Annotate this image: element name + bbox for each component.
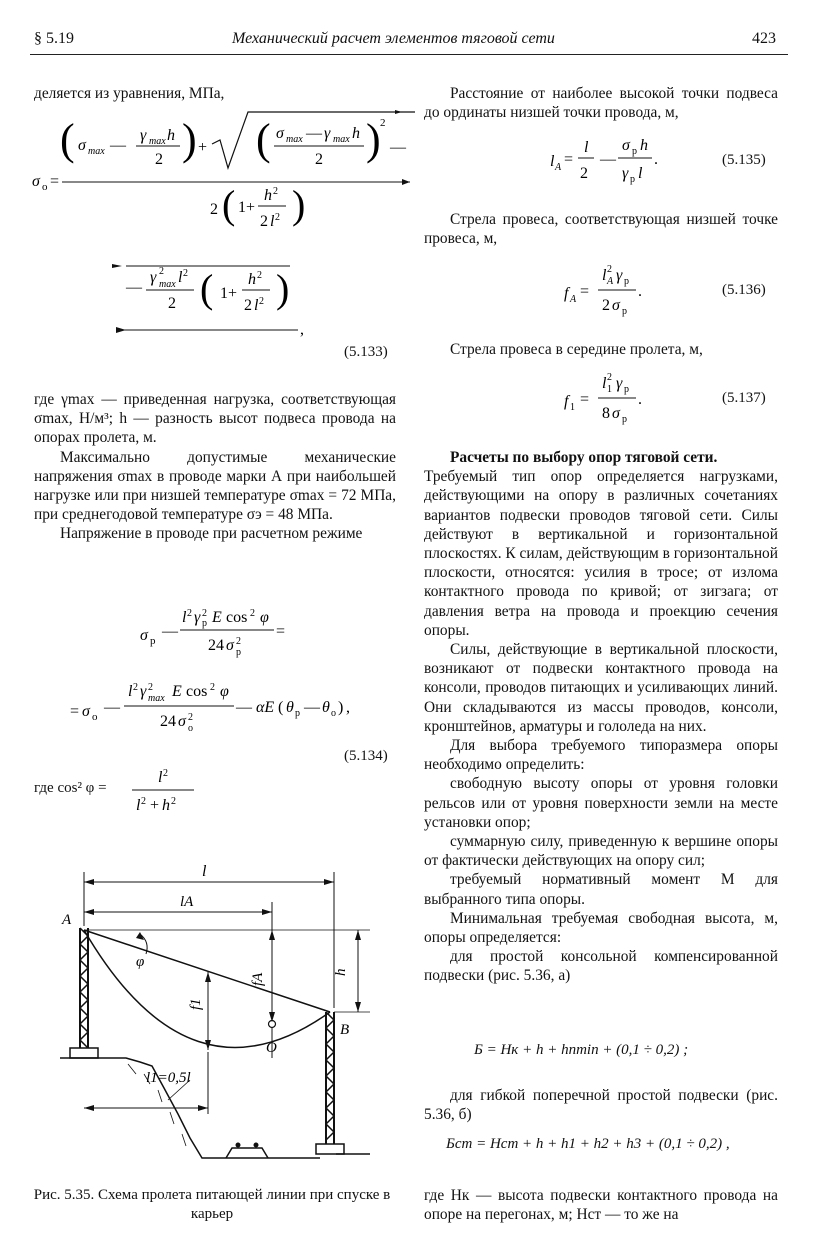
svg-text:cos: cos — [226, 609, 248, 626]
svg-text:—: — — [390, 139, 406, 156]
svg-text:o: o — [42, 181, 48, 193]
header-rule — [30, 54, 788, 55]
svg-text:—: — — [104, 699, 120, 716]
text-lowest-sag — [424, 210, 778, 248]
svg-text:(: ( — [222, 182, 236, 227]
intro-line: деляется из уравнения, МПа, — [34, 85, 225, 102]
svg-text:,: , — [346, 699, 350, 716]
svg-text:=: = — [276, 623, 286, 640]
svg-text:р: р — [202, 618, 207, 629]
svg-text:γ: γ — [616, 375, 623, 392]
cos-fraction — [128, 762, 208, 818]
svg-text:+: + — [198, 139, 208, 156]
svg-text:2: 2 — [250, 608, 255, 619]
svg-text:=: = — [580, 283, 590, 300]
svg-text:A: A — [570, 294, 577, 305]
svg-text:2: 2 — [580, 165, 588, 182]
svg-text:): ) — [366, 115, 381, 164]
text-mid-sag — [424, 340, 778, 359]
svg-text:cos: cos — [186, 683, 208, 700]
dim-l-label: l — [202, 863, 207, 880]
dim-fa-label: fA — [250, 972, 266, 986]
svg-text:р: р — [630, 174, 635, 185]
svg-text:h: h — [640, 137, 648, 154]
svg-text:max: max — [159, 279, 176, 290]
para-sag-lowest: Стрела провеса, соответствующая низшей точке провеса, м, — [424, 211, 778, 248]
svg-text:h: h — [167, 127, 175, 144]
svg-text:2: 2 — [315, 151, 323, 168]
support-selection-text — [424, 448, 778, 986]
svg-text:2: 2 — [133, 682, 138, 693]
item-total-force: суммарную силу, приведенную к вершине опоры от фактически действующих на опору сил; — [424, 833, 778, 870]
svg-text:γ: γ — [140, 127, 147, 144]
eq-5-133-label: (5.133) — [344, 344, 388, 360]
para-console: для простой консольной компенсированной подвески (рис. 5.36, а) — [424, 948, 778, 985]
svg-text:h: h — [264, 187, 272, 204]
para-vertical-forces: Силы, действующие в вертикальной плоскости, возникают от подвески контактного провода на консоли, проводов питающих и усиливающих линий. Они складываются из массы проводов, консоли, кронштейнов, арматуры и гололеда на них. — [424, 641, 778, 735]
svg-text:σ: σ — [226, 637, 234, 654]
para-flexible: для гибкой поперечной простой подвески (рис. 5.36, б) — [424, 1087, 778, 1124]
para-hk-definition: где Hк — высота подвески контактного провода на опоре на перегонах, м; Hст — то же на — [424, 1187, 778, 1224]
svg-text:2: 2 — [273, 186, 278, 197]
svg-text:l: l — [128, 683, 133, 700]
svg-text:φ: φ — [220, 683, 229, 700]
svg-text:h: h — [162, 797, 170, 814]
gamma-definition: где γmax — приведенная нагрузка, соответствующая σmax, Н/м³; h — разность высот подвеса провода на опорах пролета, м. — [34, 391, 396, 447]
svg-text:—: — — [306, 125, 322, 142]
svg-text:): ) — [338, 699, 344, 716]
svg-text:l: l — [270, 213, 275, 230]
svg-text:=: = — [50, 173, 60, 190]
svg-text:2: 2 — [602, 297, 610, 314]
svg-text:2: 2 — [163, 768, 168, 779]
svg-text:—: — — [600, 151, 616, 168]
svg-text:(: ( — [278, 699, 284, 716]
svg-text:σ: σ — [612, 297, 620, 314]
svg-text:.: . — [638, 391, 642, 408]
svg-text:(: ( — [200, 266, 214, 311]
svg-text:—: — — [236, 699, 252, 716]
svg-text:2: 2 — [171, 796, 176, 807]
svg-text:—: — — [304, 699, 320, 716]
svg-text:γ: γ — [140, 683, 147, 700]
dim-f1-label: f1 — [188, 998, 204, 1010]
svg-text:1: 1 — [607, 384, 612, 395]
svg-text:σ: σ — [32, 173, 40, 190]
svg-text:): ) — [276, 266, 290, 311]
svg-text:2: 2 — [141, 796, 146, 807]
svg-text:—: — — [126, 279, 142, 296]
svg-text:σ: σ — [140, 627, 148, 644]
final-text — [424, 1186, 778, 1224]
svg-text:2: 2 — [257, 270, 262, 281]
svg-text:р: р — [624, 276, 629, 287]
svg-text:.: . — [654, 151, 658, 168]
cos-definition — [34, 780, 107, 797]
point-o-label: O — [266, 1040, 277, 1056]
angle-phi-label: φ — [136, 954, 145, 970]
svg-text:р: р — [622, 414, 627, 425]
section-number: § 5.19 — [34, 30, 74, 47]
svg-text:2: 2 — [260, 213, 268, 230]
svg-text:E: E — [172, 683, 182, 700]
svg-text:2: 2 — [259, 296, 264, 307]
svg-text:θ: θ — [286, 699, 294, 716]
section-heading: Расчеты по выбору опор тяговой сети. — [450, 449, 718, 466]
svg-text:2: 2 — [187, 608, 192, 619]
svg-text:l: l — [550, 153, 555, 170]
svg-text:2: 2 — [188, 712, 193, 723]
svg-text:E: E — [212, 609, 222, 626]
equation-bst: Бст = Hст + h + h1 + h2 + h3 + (0,1 ÷ 0,2) , — [446, 1136, 730, 1152]
equation-5-135 — [544, 130, 694, 190]
svg-text:(: ( — [60, 115, 75, 164]
svg-text:A: A — [555, 162, 562, 173]
svg-text:1: 1 — [570, 402, 575, 413]
svg-text:1+: 1+ — [238, 199, 256, 216]
equation-5-133 — [30, 104, 406, 344]
svg-text:l: l — [158, 769, 163, 786]
svg-text:γ: γ — [150, 269, 157, 286]
running-title: Механический расчет элементов тяговой сети — [232, 30, 555, 47]
svg-text:2: 2 — [210, 682, 215, 693]
svg-text:—: — — [110, 137, 126, 154]
svg-text:σ: σ — [178, 713, 186, 730]
dim-h-label: h — [333, 968, 349, 976]
svg-text:max: max — [286, 134, 303, 145]
svg-text:,: , — [300, 321, 304, 338]
eq-5-137-label: (5.137) — [722, 390, 766, 406]
svg-text:8: 8 — [602, 405, 610, 422]
svg-text:о: о — [331, 708, 336, 719]
svg-text:γ: γ — [194, 609, 201, 626]
dim-la-label: lA — [180, 894, 194, 910]
svg-text:max: max — [148, 693, 165, 704]
para-min-height: Минимальная требуемая свободная высота, м, опоры определяется: — [424, 909, 778, 947]
eq-5-134-label: (5.134) — [344, 748, 388, 764]
svg-text:р: р — [632, 146, 637, 157]
svg-text:=: = — [564, 151, 574, 168]
svg-text:2: 2 — [236, 636, 241, 647]
svg-text:f: f — [564, 393, 569, 410]
svg-text:): ) — [182, 115, 197, 164]
svg-text:l: l — [584, 139, 589, 156]
dim-l1-label: l1=0,5l — [146, 1070, 191, 1086]
figure-5-35 — [40, 862, 385, 1182]
svg-text:σ: σ — [276, 125, 284, 142]
svg-text:+: + — [150, 797, 160, 814]
svg-text:h: h — [248, 271, 256, 288]
svg-text:р: р — [624, 384, 629, 395]
eq-5-135-label: (5.135) — [722, 152, 766, 168]
svg-text:2: 2 — [159, 266, 164, 277]
svg-text:р: р — [295, 708, 300, 719]
svg-text:l: l — [602, 267, 607, 284]
svg-text:max: max — [149, 136, 166, 147]
svg-text:2: 2 — [275, 212, 280, 223]
svg-text:αE: αE — [256, 699, 275, 716]
svg-text:2: 2 — [148, 682, 153, 693]
point-b-label: B — [340, 1022, 350, 1038]
svg-text:l: l — [254, 297, 259, 314]
svg-text:1+: 1+ — [220, 285, 238, 302]
flexible-text — [424, 1086, 778, 1124]
svg-text:р: р — [150, 635, 156, 647]
svg-text:р: р — [622, 306, 627, 317]
svg-text:σ: σ — [82, 703, 90, 720]
svg-text:—: — — [162, 623, 178, 640]
svg-text:l: l — [178, 269, 183, 286]
item-free-height: свободную высоту опоры от уровня головки рельсов или от уровня поверхности земли на месте установки опор; — [424, 775, 778, 831]
svg-text:2: 2 — [607, 372, 612, 383]
svg-text:θ: θ — [322, 699, 330, 716]
svg-text:2: 2 — [380, 117, 386, 129]
svg-text:φ: φ — [260, 609, 269, 626]
para-distance: Расстояние от наиболее высокой точки подвеса до ординаты низшей точки провода, м, — [424, 85, 778, 122]
svg-text:2: 2 — [183, 268, 188, 279]
svg-text:σ: σ — [78, 137, 86, 154]
intro-text — [34, 84, 394, 103]
svg-text:): ) — [292, 182, 306, 227]
svg-text:2: 2 — [168, 295, 176, 312]
left-text-block — [34, 390, 396, 544]
svg-text:=: = — [580, 391, 590, 408]
svg-text:2: 2 — [210, 201, 218, 218]
svg-text:о: о — [188, 723, 193, 734]
svg-text:2: 2 — [202, 608, 207, 619]
stress-mode-paragraph: Напряжение в проводе при расчетном режиме — [60, 525, 363, 543]
svg-text:f: f — [564, 285, 569, 302]
svg-text:.: . — [638, 283, 642, 300]
svg-text:р: р — [236, 647, 241, 658]
svg-text:l: l — [602, 375, 607, 392]
svg-text:γ: γ — [622, 165, 629, 182]
eq-5-136-label: (5.136) — [722, 282, 766, 298]
svg-text:max: max — [88, 146, 105, 157]
para-sag-mid: Стрела провеса в середине пролета, м, — [450, 341, 703, 358]
svg-text:о: о — [92, 711, 98, 723]
cos-definition-label: где cos² φ = — [34, 780, 107, 796]
svg-text:γ: γ — [616, 267, 623, 284]
svg-text:24: 24 — [160, 713, 176, 730]
equation-5-137 — [560, 366, 680, 430]
item-moment: требуемый нормативный момент M для выбранного типа опоры. — [424, 871, 778, 908]
svg-text:l: l — [136, 797, 141, 814]
max-stress-paragraph: Максимально допустимые механические напряжения σmax в проводе марки А при наибольшей нагрузке или при низшей температуре σmax = 72 МПа, при среднегодовой температуре σэ = 48 МПа. — [34, 448, 396, 524]
svg-text:(: ( — [256, 115, 271, 164]
svg-text:h: h — [352, 125, 360, 142]
svg-text:=: = — [70, 703, 80, 720]
figure-caption: Рис. 5.35. Схема пролета питающей линии при спуске в карьер — [33, 1187, 391, 1222]
svg-text:2: 2 — [244, 297, 252, 314]
svg-text:24: 24 — [208, 637, 224, 654]
para-determine: Для выбора требуемого типоразмера опоры необходимо определить: — [424, 737, 778, 774]
svg-text:max: max — [333, 134, 350, 145]
svg-text:2: 2 — [607, 264, 612, 275]
equation-5-136 — [560, 258, 680, 322]
text-highest-point — [424, 84, 778, 122]
para-support-type: Требуемый тип опор определяется нагрузками, действующими на опору в различных сочетаниях вариантов подвески проводов тяговой сети. Силы действуют в вертикальной и горизонтальной плоскостях. К силам, действующим в горизонтальной плоскости, относятся: усилия в тросе; от излома контактного провода по кривой; от зигзага; от давления ветра на провода и проекцию сечения опоры. — [424, 468, 778, 639]
svg-text:γ: γ — [324, 125, 331, 142]
svg-text:σ: σ — [612, 405, 620, 422]
svg-text:A: A — [607, 276, 614, 287]
svg-text:σ: σ — [622, 137, 630, 154]
svg-text:l: l — [638, 165, 643, 182]
point-a-label: A — [62, 912, 72, 928]
svg-text:l: l — [182, 609, 187, 626]
svg-text:2: 2 — [155, 151, 163, 168]
equation-b: Б = Hк + h + hпmin + (0,1 ÷ 0,2) ; — [474, 1042, 689, 1058]
page-number: 423 — [752, 30, 776, 47]
